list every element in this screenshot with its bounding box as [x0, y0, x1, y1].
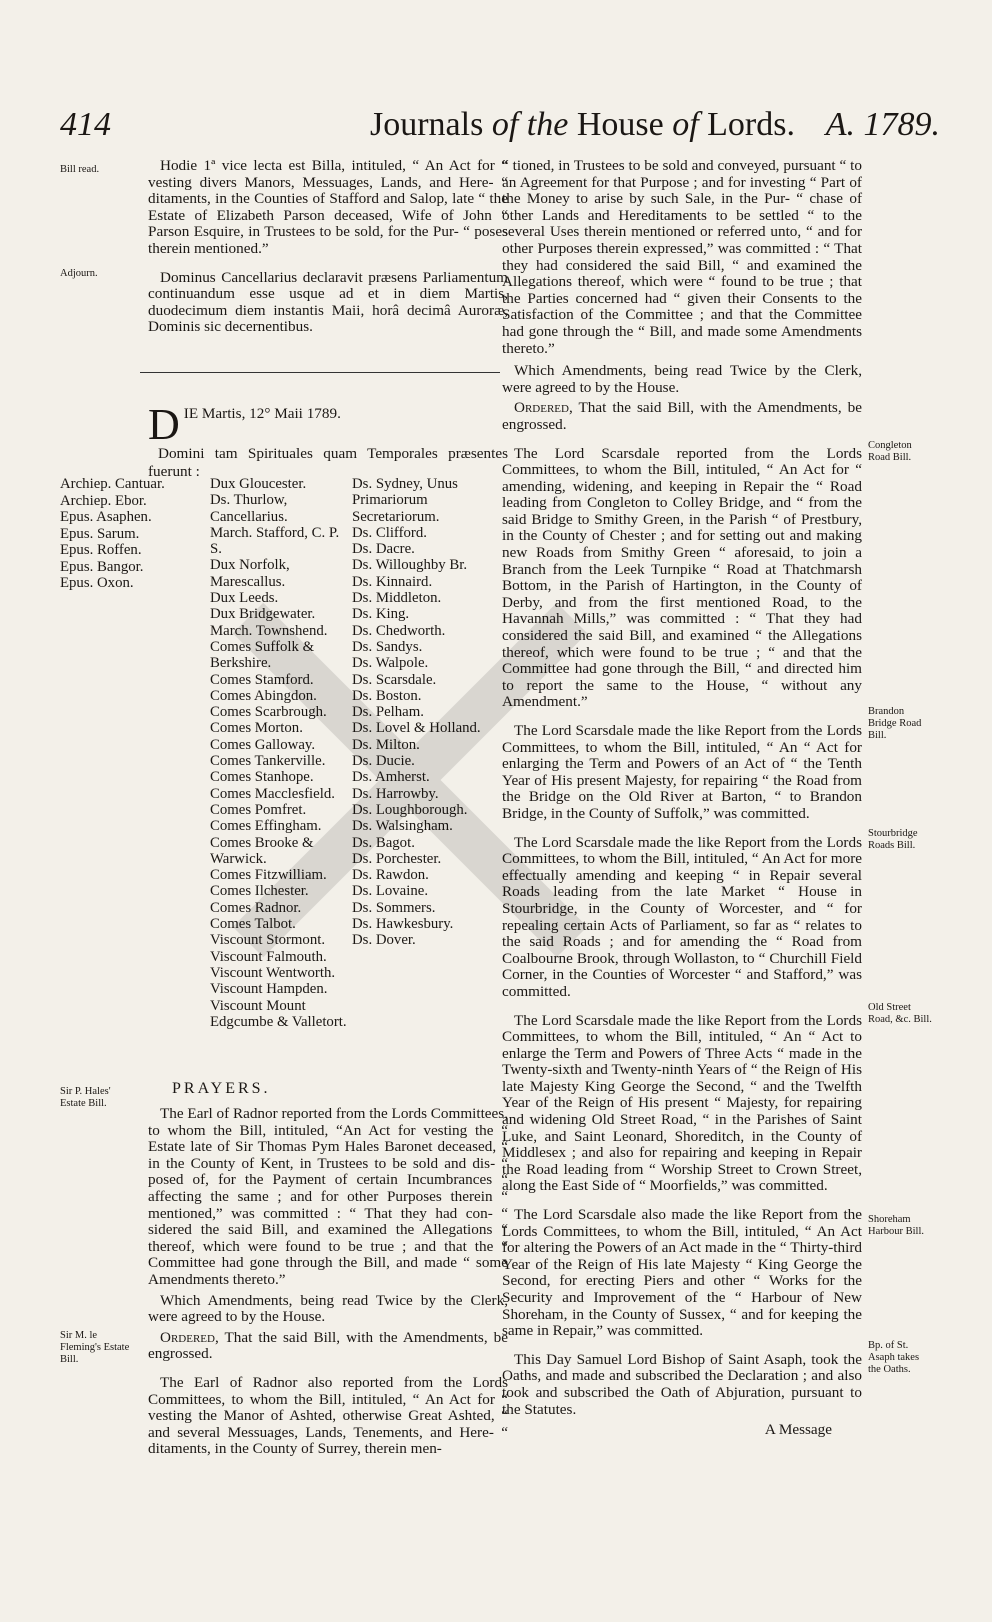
left-column-bottom	[148, 1106, 508, 1470]
lord-entry: Ds. Middleton.	[352, 590, 442, 607]
year: A. 1789.	[825, 106, 940, 143]
lord-entry: Ds. Porchester.	[352, 850, 442, 867]
lord-entry: Ds. Hawkesbury.	[352, 916, 454, 933]
prelate-entry: Archiep. Cantuar.	[60, 476, 165, 492]
lord-entry: Comes Ilchester.	[210, 883, 309, 900]
paragraph: The Lord Scarsdale reported from the Lords Committees, to whom the Bill, intituled, “ An Act for “ amending, widening, and keeping in Repair the “ Road leading from Congleton to Colley Bridge, and “ from the said Bridge to Smithy Green, in the Parish “ of Prestbury, in the County of Chester ; and for setting out and making new Roads from Smithy Green “ aforesaid, to join a Branch from the Leek Turnpike “ Road at Thatchmarsh Bottom, in the Parish of Hartington, in the County of Derby, and from the first mentioned Road, to the Havannah Mills,” was committed : “ That they had considered the said Bill, and examined “ the Allegations thereof, which were found to be true ; “ and that the Committee had gone through the Bill, “ and directed him to report the same to the House, “ without any Amendment.”	[502, 444, 862, 711]
title-part: House	[568, 106, 673, 143]
lord-entry: March. Townshend.	[210, 622, 328, 639]
paragraph: Hodie 1ª vice lecta est Billa, intituled, “ An Act for “ vesting divers Manors, Messuages, Lands, and Here- “ ditaments, in the Counties of Stafford and Salop, late “ the Estate of Elizabeth Parson deceased, Wife of John “ Parson Esquire, in Trustees to be sold, for the Pur- “ poses therein mentioned.”	[148, 157, 508, 257]
lord-entry: Ds. Bagot.	[352, 834, 415, 851]
prelate-entry: Epus. Asaphen.	[60, 509, 152, 525]
ordered-text: That the said Bill, with the Amendments, be engrossed.	[502, 399, 862, 433]
lord-entry: Comes Radnor.	[210, 899, 302, 916]
title-part: of the	[491, 106, 569, 143]
prelates-list	[60, 476, 165, 592]
lord-entry: Viscount Stormont.	[210, 932, 326, 949]
prelate-entry: Epus. Roffen.	[60, 542, 142, 558]
paragraph: The Earl of Radnor reported from the Lords Committees, to whom the Bill, intituled, “An Act for vesting the “ Estate late of Sir Thomas Pym Hales Baronet deceased, “ in the County of Kent, in Trustees to be sold and dis- “ posed of, for the Payment of certain Incumbrances “ affecting the same ; and for other Purposes therein “ mentioned,” was committed : “ That they had con- “ sidered the said Bill, and examined the Allegations “ thereof, which were found to be true ; and that the “ Committee had gone through the Bill, and made “ some Amendments thereto.”	[148, 1105, 508, 1288]
lord-entry: Viscount Wentworth.	[210, 964, 336, 981]
lord-entry: Ds. Rawdon.	[352, 867, 429, 884]
left-column-top	[148, 158, 508, 348]
lord-entry: Ds. Milton.	[352, 736, 420, 753]
margin-note: Adjourn.	[60, 268, 98, 279]
lord-entry: Ds. Loughborough.	[352, 801, 468, 818]
paragraph: Which Amendments, being read Twice by the Clerk, were agreed to by the House.	[502, 362, 862, 396]
lord-entry: Ds. Boston.	[352, 687, 422, 704]
prayers-heading: PRAYERS.	[172, 1080, 271, 1097]
lord-entry: Comes Tankerville.	[210, 753, 326, 770]
lord-entry: Comes Macclesfield.	[210, 785, 335, 802]
margin-note: Bp. of St. Asaph takes the Oaths.	[868, 1340, 920, 1375]
ordered-label: Ordered,	[160, 1328, 219, 1346]
lord-entry: Ds. Thurlow, Cancellarius.	[210, 492, 288, 525]
lord-entry: Comes Brooke & Warwick.	[210, 834, 314, 867]
lord-entry: Ds. Sandys.	[352, 638, 423, 655]
paragraph: This Day Samuel Lord Bishop of Saint Asaph, took the Oaths, and made and subscribed the Declaration ; and also took and subscribed the Oath of Abjuration, pursuant to the Statutes.	[502, 1350, 862, 1418]
lord-entry: Comes Abingdon.	[210, 687, 317, 704]
page-number: 414	[60, 106, 111, 143]
temporal-lords-list-2	[352, 476, 512, 949]
lord-entry: Ds. Willoughby Br.	[352, 557, 468, 574]
margin-note: Old Street Road, &c. Bill.	[868, 1002, 932, 1025]
lord-entry: Ds. Dacre.	[352, 541, 415, 558]
lord-entry: March. Stafford, C. P. S.	[210, 524, 340, 558]
lord-entry: Comes Fitzwilliam.	[210, 867, 327, 884]
page-header	[60, 106, 940, 150]
lord-entry: Comes Morton.	[210, 720, 303, 737]
date-text: IE Martis, 12° Maii 1789.	[183, 405, 341, 422]
catchword: A Message	[764, 1421, 832, 1439]
lord-entry: Comes Scarbrough.	[210, 704, 327, 721]
lord-entry: Ds. Lovel & Holland.	[352, 720, 481, 737]
paragraph	[502, 400, 862, 433]
lord-entry: Comes Suffolk & Berkshire.	[210, 638, 315, 672]
lord-entry: Viscount Mount Edgcumbe & Valletort.	[210, 997, 347, 1030]
lord-entry: Dux Norfolk, Marescallus.	[210, 557, 290, 590]
lord-entry: Ds. Ducie.	[352, 753, 415, 770]
lord-entry: Comes Galloway.	[210, 736, 316, 753]
margin-note: Brandon Bridge Road Bill.	[868, 706, 922, 741]
lord-entry: Viscount Hampden.	[210, 981, 328, 998]
lord-entry: Ds. Kinnaird.	[352, 573, 433, 590]
paragraph: The Lord Scarsdale made the like Report from the Lords Committees, to whom the Bill, intituled, “ An “ Act for enlarging the Term and Powers of an Act of “ the Tenth Year of His present Majesty, for repairing “ the Road from the Bridge on the Old River at Barton, “ to Brandon Bridge, in the County of Suffolk,” was committed.	[502, 722, 862, 822]
drop-cap: D	[148, 400, 180, 449]
prelate-entry: Epus. Oxon.	[60, 575, 134, 591]
lord-entry: Ds. Amherst.	[352, 769, 430, 786]
lord-entry: Comes Pomfret.	[210, 801, 307, 818]
sitting-date	[148, 400, 508, 481]
temporal-lords-list-1	[210, 476, 350, 1030]
lord-entry: Comes Stanhope.	[210, 769, 314, 786]
journal-title	[370, 106, 795, 144]
attendance-heading: Domini tam Spirituales quam Temporales præsentes fuerunt :	[148, 445, 508, 480]
lord-entry: Ds. Scarsdale.	[352, 671, 437, 688]
lord-entry: Ds. Sommers.	[352, 899, 436, 916]
margin-note: Sir M. le Fleming's Estate Bill.	[60, 1330, 130, 1365]
paragraph: The Lord Scarsdale made the like Report from the Lords Committees, to whom the Bill, intituled, “ An “ Act to enlarge the Term and Powers of Three Acts “ made in the Twenty-sixth and Twenty-ninth Years of “ the Reign of His late Majesty King George the Second, “ and the Twelfth Year of the Reign of His present “ Majesty, for repairing and widening Old Street Road, “ in the Parishes of Saint Luke, and Saint Leonard, Shoreditch, in the County of Middlesex ; and also for repairing and keeping in Repair the Road leading from “ Worship Street to Crown Street, along the East Side of “ Moorfields,” was committed.	[502, 1011, 862, 1195]
title-part: of	[672, 106, 699, 143]
paragraph: The Earl of Radnor also reported from the Lords Committees, to whom the Bill, intituled, “ An Act for “ vesting the Manor of Ashted, otherwise Great Ashted, “ and several Messuages, Lands, Tenements, and Here- “ ditaments, in the County of Surrey, therein men-	[148, 1373, 508, 1458]
margin-note: Sir P. Hales' Estate Bill.	[60, 1086, 111, 1109]
title-part: Lords.	[698, 106, 795, 143]
lord-entry: Ds. Pelham.	[352, 704, 424, 721]
margin-note: Stourbridge Roads Bill.	[868, 828, 918, 851]
lord-entry: Ds. King.	[352, 606, 410, 623]
paragraph	[148, 1330, 508, 1363]
prelate-entry: Epus. Sarum.	[60, 525, 140, 542]
lord-entry: Ds. Clifford.	[352, 524, 427, 541]
lord-entry: Ds. Chedworth.	[352, 622, 446, 639]
lord-entry: Dux Gloucester.	[210, 476, 307, 492]
lord-entry: Ds. Sydney, Unus Primariorum Secretariorum.	[352, 476, 458, 525]
prelate-entry: Archiep. Ebor.	[60, 492, 147, 509]
paragraph: “ tioned, in Trustees to be sold and conveyed, pursuant “ to an Agreement for that Purpose ; and for investing “ Part of the Money to arise by such Sale, in the Pur- “ chase of other Lands and Hereditaments to be settled “ to the several Uses therein mentioned or referred unto, “ and for other Purposes therein expressed,” was committed : “ That they had considered the said Bill, “ and examined the Allegations thereof, which were “ found to be true ; that the Parties concerned had “ given their Consents to the Satisfaction of the Committee ; and that the Committee had gone through the “ Bill, and made some Amendments thereto.”	[502, 157, 862, 357]
lord-entry: Dux Leeds.	[210, 590, 279, 607]
margin-note: Shoreham Harbour Bill.	[868, 1214, 924, 1237]
margin-note: Congleton Road Bill.	[868, 440, 912, 463]
margin-note: Bill read.	[60, 164, 100, 175]
ordered-label: Ordered,	[514, 399, 573, 417]
lord-entry: Ds. Harrowby.	[352, 785, 439, 802]
section-divider	[140, 372, 500, 373]
lord-entry: Dux Bridgewater.	[210, 606, 316, 623]
lord-entry: Ds. Lovaine.	[352, 883, 429, 900]
lord-entry: Ds. Dover.	[352, 932, 416, 949]
lord-entry: Comes Effingham.	[210, 818, 322, 835]
right-column	[502, 158, 862, 1451]
title-part: Journals	[370, 106, 492, 143]
paragraph: The Lord Scarsdale made the like Report from the Lords Committees, to whom the Bill, intituled, “ An Act for more effectually amending and keeping “ in Repair several Roads leading from the late Market “ House in Stourbridge, in the County of Worcester, and “ for repealing certain Acts of Parliament, so far as “ relates to the said Roads ; and for amending the “ Road from Coalbourne Brook, through Wollaston, to “ Churchill Field Corner, in the Counties of Worcester “ and Stafford,” was committed.	[502, 833, 862, 1000]
paragraph: Which Amendments, being read Twice by the Clerk, were agreed to by the House.	[148, 1291, 508, 1326]
ordered-text: That the said Bill, with the Amendments, be engrossed.	[148, 1328, 508, 1363]
paragraph: The Lord Scarsdale also made the like Report from the Lords Committees, to whom the Bill, intituled, “ An Act for altering the Powers of an Act made in the “ Thirty-third Year of the Reign of His late Majesty “ King George the Second, for erecting Piers and other “ Works for the Security and Improvement of the “ Harbour of New Shoreham, in the County of Sussex, “ and for keeping the same in Repair,” was committed.	[502, 1206, 862, 1340]
lord-entry: Comes Stamford.	[210, 671, 314, 688]
lord-entry: Ds. Walpole.	[352, 655, 429, 672]
lord-entry: Ds. Walsingham.	[352, 818, 453, 835]
lord-entry: Viscount Falmouth.	[210, 948, 327, 965]
lord-entry: Comes Talbot.	[210, 916, 296, 933]
paragraph: Dominus Cancellarius declaravit præsens Parliamentum continuandum esse usque ad et in diem Martis, duodecimum diem instantis Maii, horâ decimâ Auroræ, Dominis sic decernentibus.	[148, 268, 508, 336]
prelate-entry: Epus. Bangor.	[60, 558, 144, 575]
